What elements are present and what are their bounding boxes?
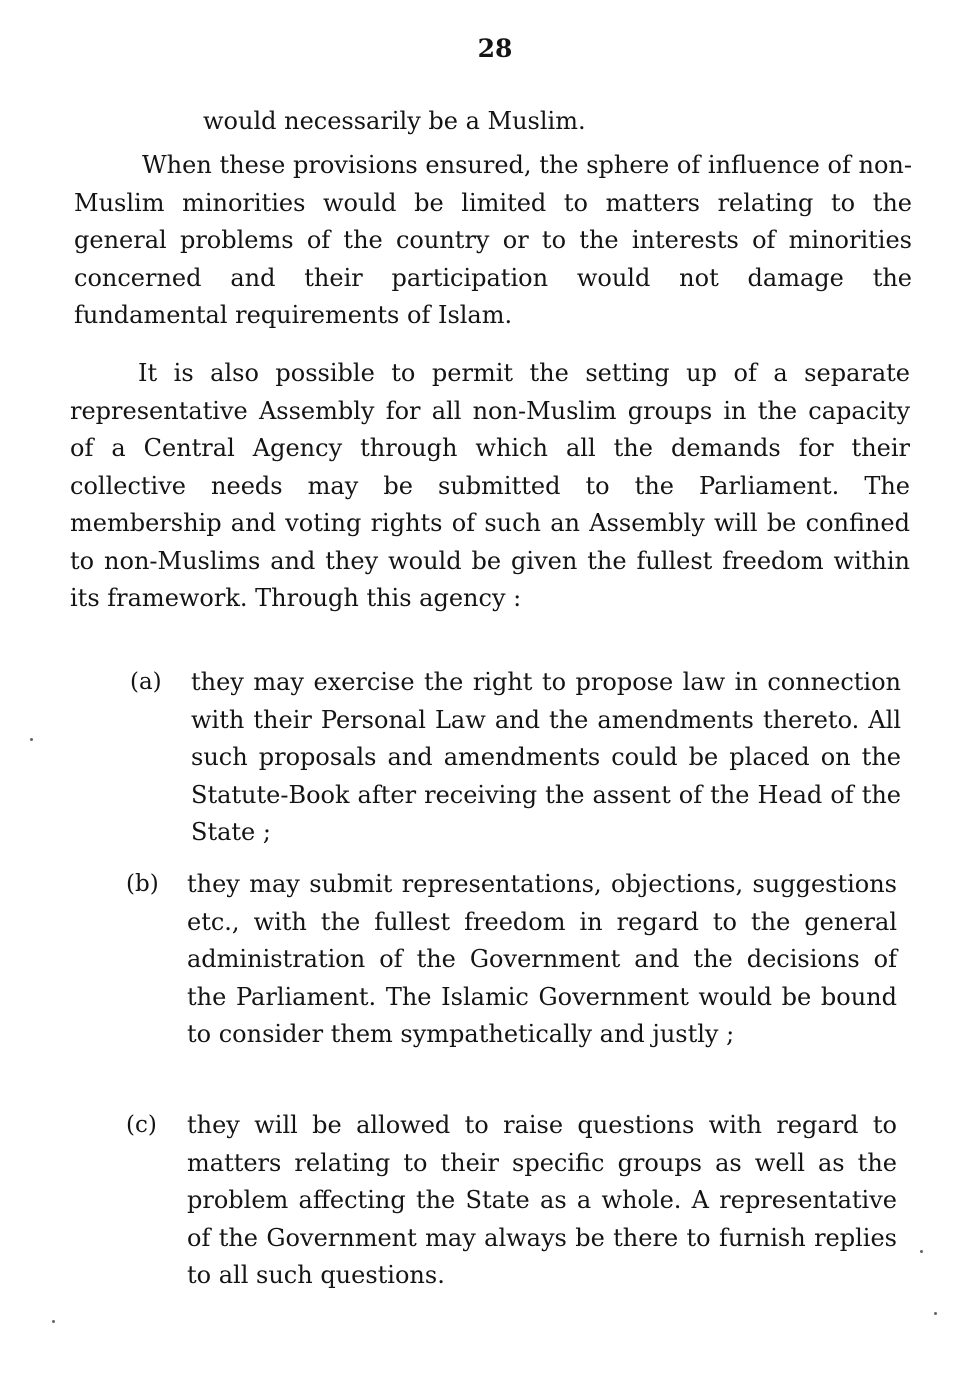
list-item-text: they may exercise the right to propose law in connection with their Personal Law and the amendments thereto. All such proposals and amendments could be placed on the Statute-Book after receiving the assent of the Head of the State ; (191, 668, 901, 846)
list-item-label: (b) (126, 871, 159, 897)
list-item-text: they will be allowed to raise questions with regard to matters relating to their specific groups as well as the problem affecting the State as a whole. A representative of the Government may always be there to furnish replies to all such questions. (187, 1111, 897, 1289)
scan-speck (920, 1250, 923, 1253)
page-number: 28 (477, 34, 513, 63)
scan-speck (30, 738, 33, 741)
list-item (126, 1107, 906, 1307)
list-item-label: (a) (130, 669, 162, 695)
paragraph-minorities-influence: When these provisions ensured, the sphere of influence of non-Muslim minorities would be limited to matters relating to the general problems of the country or to the interests of minorities concerned and their participation would not damage the fundamental requirements of Islam. (74, 151, 912, 329)
list-item-label: (c) (126, 1112, 157, 1138)
list-item (130, 664, 910, 854)
scan-speck (52, 1320, 55, 1323)
continuation-line: would necessarily be a Muslim. (203, 107, 586, 135)
list-item (126, 866, 906, 1096)
list-item-text: they may submit representations, objections, suggestions etc., with the fullest freedom in regard to the general administration of the Government and the decisions of the Parliament. The Islamic Government would be bound to consider them sympathetically and justly ; (187, 870, 897, 1048)
paragraph-separate-assembly: It is also possible to permit the setting up of a separate representative Assembly for all non-Muslim groups in the capacity of a Central Agency through which all the demands for their collective needs may be submitted to the Parliament. The membership and voting rights of such an Assembly will be confined to non-Muslims and they would be given the fullest freedom within its framework. Through this agency : (70, 359, 910, 612)
scan-speck (934, 1312, 937, 1315)
